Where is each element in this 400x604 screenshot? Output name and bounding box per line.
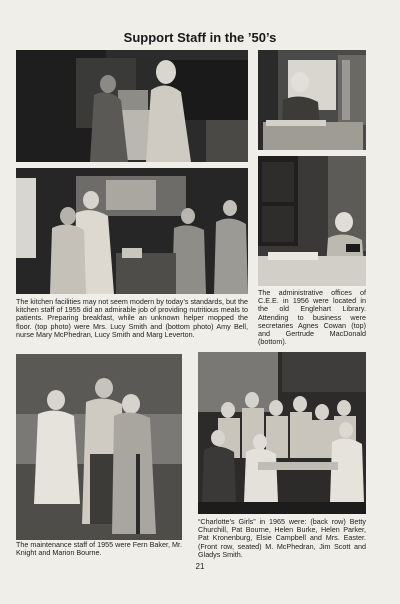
page-title: Support Staff in the ’50’s	[123, 30, 277, 45]
maintenance-photo	[16, 354, 182, 540]
page-number: 21	[195, 562, 205, 571]
maintenance-caption: The maintenance staff of 1955 were Fern Baker, Mr. Knight and Marion Bourne.	[16, 540, 182, 558]
office-top-photo	[258, 50, 366, 150]
kitchen-top-photo	[16, 50, 248, 162]
office-bottom-photo	[258, 156, 366, 286]
charlottes-girls-photo	[198, 352, 366, 514]
charlottes-girls-caption: “Charlotte’s Girls” in 1965 were: (back row) Betty Churchill, Pat Bourne, Helen Burke, Helen Parker, Pat Kronenburg, Elsie Campbell and Mrs. Easter. (Front row, seated) M. McPhedran, Jim Scott and Gladys Smith.	[198, 517, 366, 559]
kitchen-caption: The kitchen facilities may not seem modern by today’s standards, but the kitchen staff of 1955 did an admirable job of providing nutritious meals to patients. Preparing breakfast, while an unknown helper mopped the floor. (top photo) were Mrs. Lucy Smith and (bottom photo) Amy Bell, nurse Mary McPhedran, Lucy Smith and Marg Leverton.	[16, 297, 248, 339]
offices-caption: The administrative offices of C.E.E. in 1956 were located in the old Englehart Library. Attending to business were secretaries Agnes Cowan (top) and Gertrude MacDonald (bottom).	[258, 288, 366, 347]
kitchen-bottom-photo	[16, 168, 248, 294]
